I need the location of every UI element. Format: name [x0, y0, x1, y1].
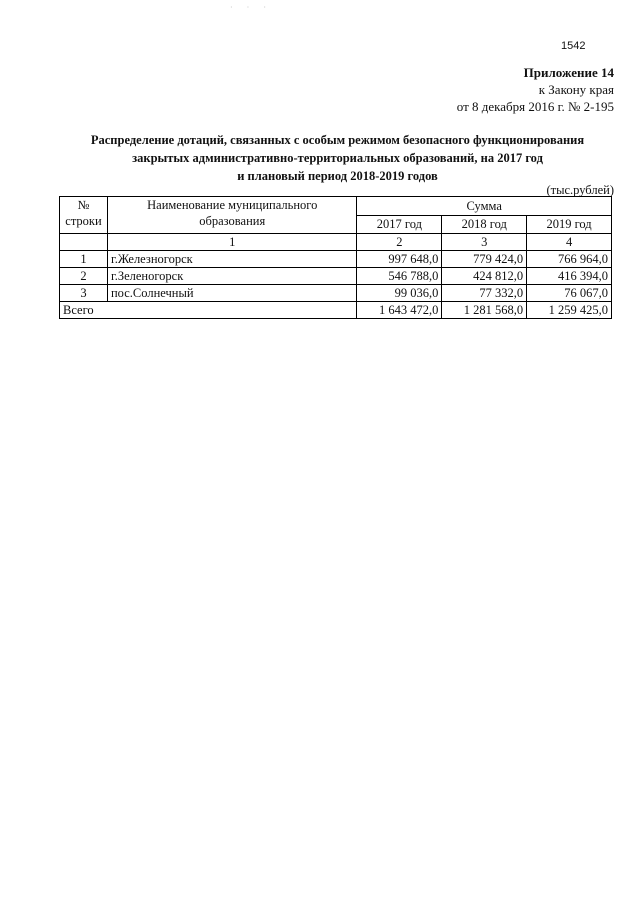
total-2018: 1 281 568,0 — [442, 302, 527, 319]
header-year-2019: 2019 год — [527, 215, 612, 234]
header-row-1 — [60, 197, 612, 216]
column-number-4: 4 — [527, 234, 612, 251]
column-number-2: 2 — [357, 234, 442, 251]
title-line-3: и плановый период 2018-2019 годов — [237, 169, 438, 183]
value-2019: 76 067,0 — [527, 285, 612, 302]
header-sum: Сумма — [357, 197, 612, 216]
row-number: 3 — [60, 285, 108, 302]
appendix-title: Приложение 14 — [523, 65, 614, 80]
value-2019: 766 964,0 — [527, 251, 612, 268]
appendix-law-ref: к Закону края — [538, 82, 614, 97]
header-row-no-bottom: строки — [65, 214, 102, 228]
header-name — [107, 197, 357, 234]
unit-label: (тыс.рублей) — [546, 183, 614, 197]
header-year-2018: 2018 год — [442, 215, 527, 234]
value-2017: 997 648,0 — [357, 251, 442, 268]
column-number-1: 1 — [107, 234, 357, 251]
header-name-bottom: образования — [199, 214, 266, 228]
header-year-2017: 2017 год — [357, 215, 442, 234]
municipality-name: г.Железногорск — [107, 251, 357, 268]
total-row — [60, 302, 612, 319]
total-2019: 1 259 425,0 — [527, 302, 612, 319]
value-2018: 779 424,0 — [442, 251, 527, 268]
total-label: Всего — [60, 302, 357, 319]
document-title — [40, 131, 635, 185]
value-2017: 99 036,0 — [357, 285, 442, 302]
header-row-no — [60, 197, 108, 234]
title-line-2: закрытых административно-территориальных образований, на 2017 год — [132, 151, 543, 165]
appendix-block — [457, 64, 614, 115]
value-2018: 424 812,0 — [442, 268, 527, 285]
appendix-date: от 8 декабря 2016 г. № 2-195 — [456, 99, 614, 114]
municipality-name: г.Зеленогорск — [107, 268, 357, 285]
row-number: 1 — [60, 251, 108, 268]
value-2019: 416 394,0 — [527, 268, 612, 285]
row-number: 2 — [60, 268, 108, 285]
header-row-no-top: № — [77, 198, 90, 212]
total-2017: 1 643 472,0 — [357, 302, 442, 319]
value-2018: 77 332,0 — [442, 285, 527, 302]
table-row — [60, 251, 612, 268]
subsidy-table — [59, 196, 612, 319]
table-row — [60, 268, 612, 285]
page-number: 1542 — [561, 40, 586, 52]
title-line-1: Распределение дотаций, связанных с особым режимом безопасного функционирования — [90, 133, 585, 147]
value-2017: 546 788,0 — [357, 268, 442, 285]
column-number-row — [60, 234, 612, 251]
scan-artifact: · · · — [230, 3, 272, 12]
column-number-blank — [60, 234, 108, 251]
municipality-name: пос.Солнечный — [107, 285, 357, 302]
header-name-top: Наименование муниципального — [147, 198, 318, 212]
table-row — [60, 285, 612, 302]
column-number-3: 3 — [442, 234, 527, 251]
